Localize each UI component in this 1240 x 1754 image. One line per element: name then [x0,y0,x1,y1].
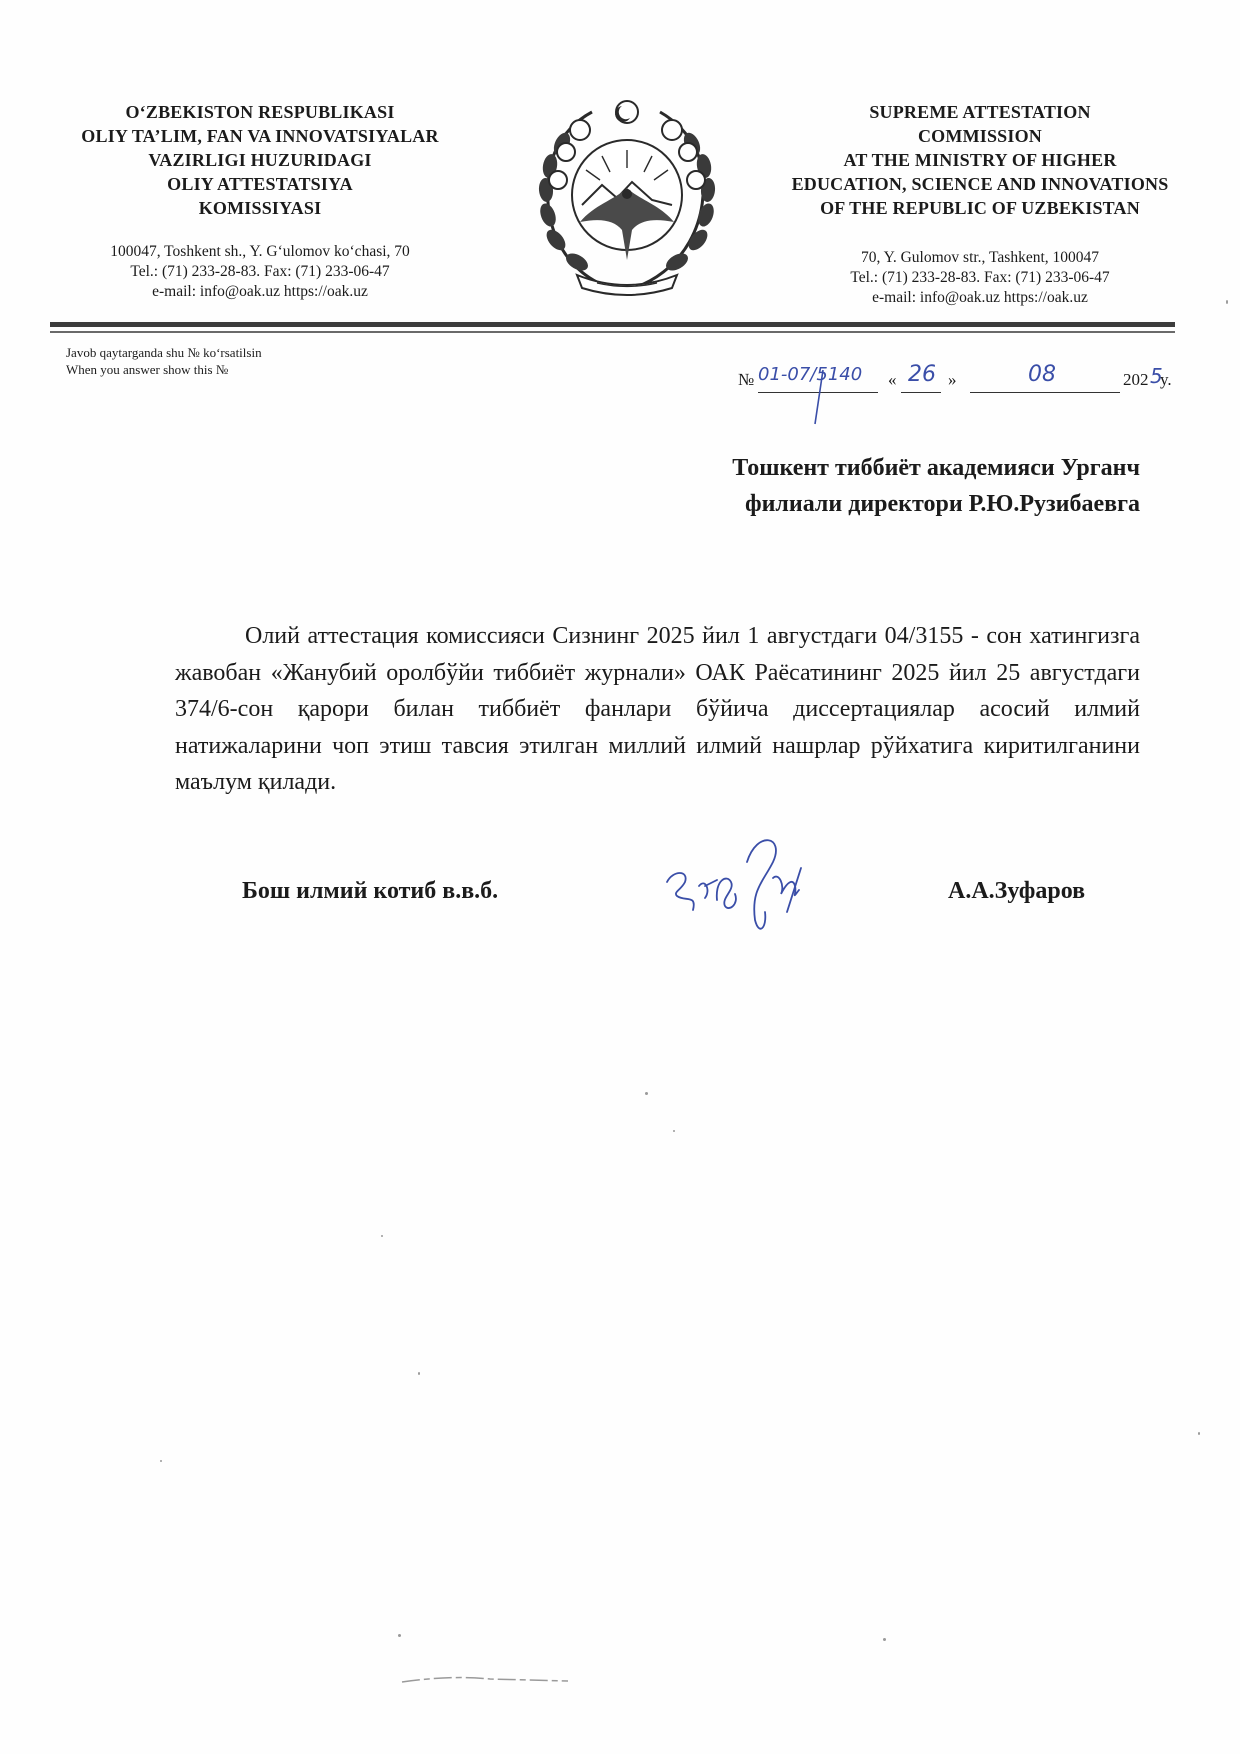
scan-speck [883,1638,886,1641]
header-left-uzbek [40,100,480,302]
handwritten-stroke-icon [805,368,835,428]
reply-note-uzbek: Javob qaytarganda shu № ko‘rsatilsin [66,345,262,360]
scan-speck [381,1235,383,1237]
org-name-line: OLIY TA’LIM, FAN VA INNOVATSIYALAR [81,126,439,146]
month-underline [970,392,1120,393]
scan-streak-mark [400,1672,570,1686]
date-month: 08 [1028,362,1056,387]
org-name-line: AT THE MINISTRY OF HIGHER [843,150,1117,170]
org-name-line: COMMISSION [917,126,1042,146]
letter-body: Олий аттестация комиссияси Сизнинг 2025 йил 1 августдаги 04/3155 - сон хатингизга жавобан «Жанубий оролбўйи тиббиёт журнали» ОАК Раёсатининг 2025 йил 25 августдаги 374/6-сон қарори билан тиббиёт фанлари бўйича диссертациялар асосий илмий натижаларини чоп этиш тавсия этилган миллий илмий нашрлар рўйхатига киритилганини маълум қилади. [175,623,1140,795]
scan-speck [160,1460,162,1462]
org-name-line: SUPREME ATTESTATION [869,102,1091,122]
org-name-line: OLIY ATTESTATSIYA [167,174,353,194]
org-name-line: O‘ZBEKISTON RESPUBLIKASI [125,102,395,122]
org-name-line: VAZIRLIGI HUZURIDAGI [148,150,372,170]
email-website: e-mail: info@oak.uz https://oak.uz [152,283,368,300]
date-close-quote: » [948,370,957,389]
handwritten-signature-icon [655,820,835,940]
date-open-quote: « [888,370,897,389]
date-year-prefix: 202 [1123,370,1149,389]
reply-note-english: When you answer show this № [66,362,229,377]
header-divider-thin [50,331,1175,333]
org-name-line: EDUCATION, SCIENCE AND INNOVATIONS [791,174,1169,194]
signatory-name: А.А.Зуфаров [948,878,1086,904]
number-sign: № [738,370,755,389]
date-day: 26 [908,362,936,387]
scan-speck [1198,1432,1200,1435]
signatory-title: Бош илмий котиб в.в.б. [242,878,499,904]
reference-number-date [738,362,1178,392]
address-block-english [760,248,1200,308]
email-website: e-mail: info@oak.uz https://oak.uz [872,289,1088,306]
date-year-digit: 5 [1150,364,1163,388]
header-divider [50,322,1175,327]
addressee-block [560,450,1140,522]
scan-speck [398,1634,401,1637]
scan-speck [645,1092,648,1095]
state-emblem-icon [522,90,732,300]
day-underline [901,392,941,393]
postal-address: 100047, Toshkent sh., Y. G‘ulomov ko‘chasi, 70 [110,243,410,260]
org-name-line: KOMISSIYASI [198,198,322,218]
addressee-line: Тошкент тиббиёт академияси Урганч [732,455,1140,481]
phone-fax: Tel.: (71) 233-28-83. Fax: (71) 233-06-47 [130,263,390,280]
postal-address: 70, Y. Gulomov str., Tashkent, 100047 [860,249,1100,266]
addressee-line: филиали директори Р.Ю.Рузибаевга [744,491,1140,517]
reference-number: 01-07/5140 [758,364,863,385]
date-year-suffix: y. [1160,370,1172,389]
scan-speck [1226,300,1228,304]
address-block-uzbek [40,242,480,302]
org-name-line: OF THE REPUBLIC OF UZBEKISTAN [820,198,1140,218]
phone-fax: Tel.: (71) 233-28-83. Fax: (71) 233-06-47 [850,269,1110,286]
scan-speck [673,1130,675,1132]
header-right-english [760,100,1200,308]
reply-reference-note [66,344,262,378]
scan-speck [418,1372,420,1375]
